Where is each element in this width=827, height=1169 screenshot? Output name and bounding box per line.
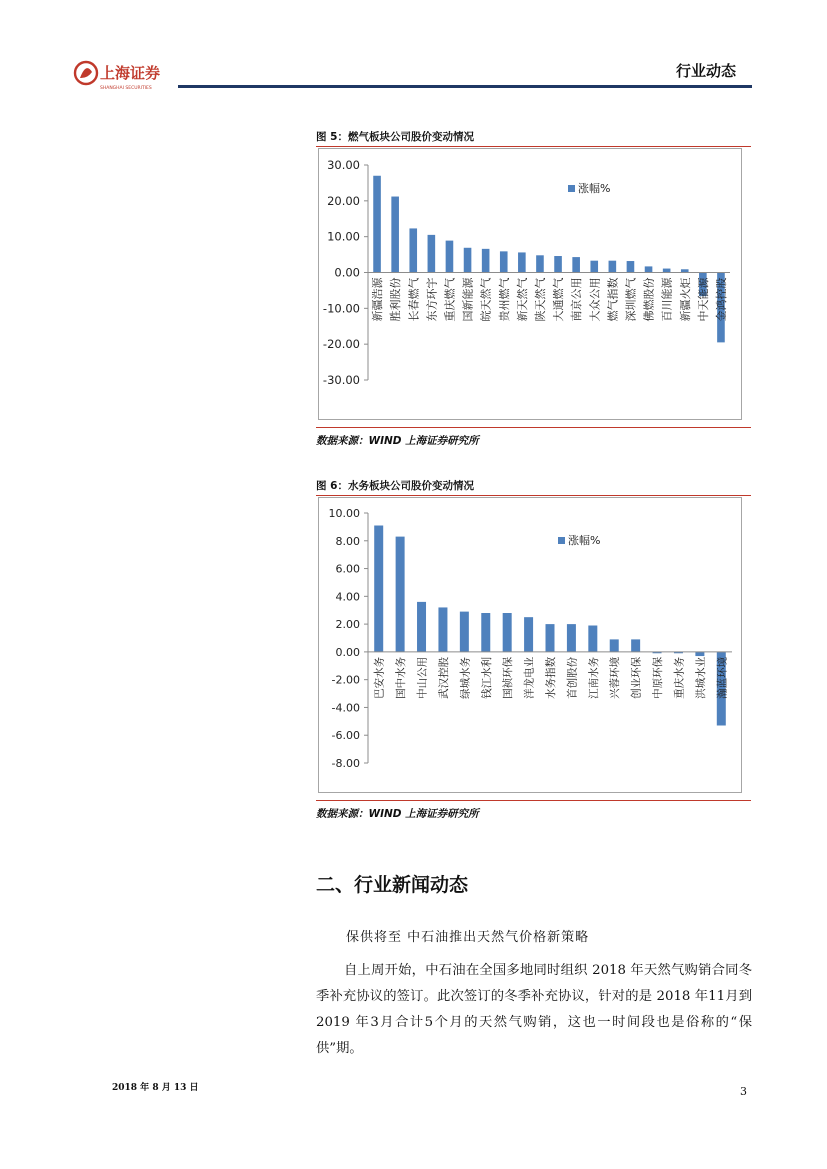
y-tick-label: 0.00 [334,265,360,280]
category-label: 巴安水务 [373,656,386,699]
bar [428,235,436,273]
bar [567,624,576,652]
y-tick-label: 10.00 [327,229,360,244]
figure-5-title: 图 5：燃气板块公司股价变动情况 [316,131,474,143]
bar [588,626,597,652]
category-label: 首创股份 [566,656,579,699]
category-label: 创业环保 [630,656,643,699]
bar [610,639,619,652]
bar [460,612,469,652]
bar [627,261,635,272]
category-label: 大通燃气 [552,277,566,322]
category-label: 佛燃股份 [642,277,656,322]
y-tick-label: -4.00 [331,701,360,715]
category-label: 江南水务 [587,656,600,699]
gas-sector-chart [318,148,742,420]
category-label: 陕天然气 [533,277,547,322]
bar [572,257,580,272]
y-tick-label: 8.00 [335,534,360,548]
bar [503,613,512,652]
legend-swatch [568,185,575,192]
bar [663,269,671,273]
company-logo [72,58,182,94]
y-tick-label: 30.00 [327,158,360,172]
category-label: 长春燃气 [407,277,421,322]
bar [536,255,544,272]
y-tick-label: 6.00 [335,562,360,576]
category-label: 东方环宇 [425,277,439,322]
bar [464,248,472,273]
category-label: 新天然气 [515,277,529,322]
category-label: 新疆浩源 [371,277,385,322]
figure-6-bottom-rule [316,800,751,801]
bar [374,526,383,652]
y-tick-label: 4.00 [335,590,360,604]
category-label: 中天能源 [696,277,710,322]
page-number: 3 [740,1085,747,1098]
bar [518,252,526,272]
header-rule [178,85,752,88]
legend-label: 涨幅% [578,182,611,195]
y-tick-label: 10.00 [328,507,360,520]
figure-6-top-rule [316,495,751,496]
figure-5-source: 数据来源：WIND 上海证券研究所 [316,435,479,447]
water-sector-chart [318,497,742,793]
bar [609,261,617,273]
section-title: 二、行业新闻动态 [316,874,469,896]
news-title: 保供将至 中石油推出天然气价格新策略 [346,930,590,945]
bar [631,639,640,652]
category-label: 中原环保 [652,656,665,699]
category-label: 兴蓉环境 [609,656,622,699]
category-label: 国中水务 [395,656,408,699]
figure-6-source: 数据来源：WIND 上海证券研究所 [316,808,479,820]
y-tick-label: -10.00 [322,301,360,316]
category-label: 国祯环保 [502,656,515,699]
y-tick-label: -6.00 [331,729,360,743]
bar [695,652,704,656]
bar [446,241,454,273]
bar [645,266,653,272]
legend-label: 涨幅% [568,534,601,547]
category-label: 国新能源 [461,277,475,322]
category-label: 胜利股份 [389,277,403,322]
bar [546,624,555,652]
figure-6-title: 图 6：水务板块公司股价变动情况 [316,480,474,492]
y-tick-label: 2.00 [335,618,360,632]
category-label: 中山公用 [416,656,429,699]
news-paragraph: 自上周开始，中石油在全国多地同时组织 2018 年天然气购销合同冬季补充协议的签订。此次签订的冬季补充协议，针对的是 2018 年11月到2019 年3月合计5个月的天然气购销，这也一时间段也是俗称的“保供”期。 [316,963,752,1056]
bar [590,261,598,273]
category-label: 百川能源 [660,277,674,322]
y-tick-label: 20.00 [327,193,360,208]
category-label: 钱江水利 [480,656,493,699]
footer-date: 2018 年 8 月 13 日 [112,1083,199,1093]
bar [417,602,426,652]
category-label: 大众公用 [588,277,602,322]
category-label: 绿城水务 [459,656,472,699]
bar [524,617,533,652]
logo-text: 上海证券 [100,64,161,82]
bar [438,607,447,651]
category-label: 重庆燃气 [443,277,457,322]
category-label: 深圳燃气 [624,277,638,322]
category-label: 水务指数 [545,656,557,699]
category-label: 瀚蓝环境 [716,656,729,699]
header-title: 行业动态 [676,62,737,80]
category-label: 洪城水业 [694,656,707,699]
category-label: 武汉控股 [437,656,450,699]
figure-5-bottom-rule [316,427,751,428]
category-label: 新疆火炬 [678,277,692,322]
bar [500,251,508,272]
y-tick-label: -2.00 [331,673,360,687]
bar [554,256,562,272]
category-label: 金鸿控股 [714,277,728,322]
legend-swatch [558,537,565,544]
category-label: 重庆水务 [673,656,686,699]
figure-5-top-rule [316,146,751,147]
bar [482,249,490,273]
bar [409,228,417,272]
category-label: 贵州燃气 [497,277,511,322]
logo-subtext: SHANGHAI SECURITIES [100,86,152,91]
bar [373,176,381,273]
y-tick-label: -20.00 [322,337,360,352]
y-tick-label: -30.00 [322,373,360,387]
bar [481,613,490,652]
bar [391,197,399,273]
category-label: 皖天然气 [479,277,493,322]
bar [396,537,405,652]
category-label: 洋龙电业 [523,656,536,699]
category-label: 燃气指数 [606,277,620,322]
y-tick-label: -8.00 [331,757,360,770]
category-label: 南京公用 [570,277,584,322]
y-tick-label: 0.00 [335,645,360,659]
